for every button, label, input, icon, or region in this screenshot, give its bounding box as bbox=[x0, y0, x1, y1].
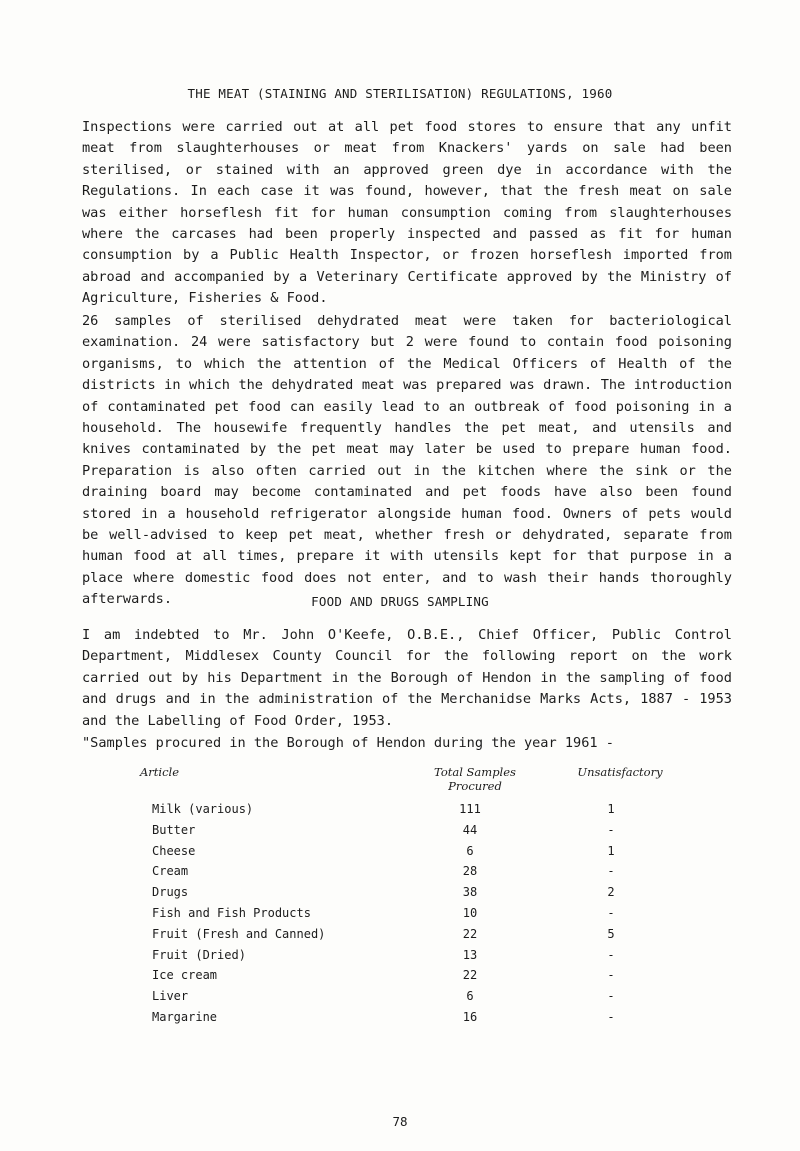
table-row bbox=[0, 885, 800, 905]
paragraph-meat-inspection: Inspections were carried out at all pet food stores to ensure that any unfit meat from slaughterhouses or meat from Knackers' yards on sale had been sterilised, or stained with an approved green dye in accordance with the Regulations. In each case it was found, however, that the fresh meat on sale was either horseflesh fit for human consumption coming from slaughterhouses where the carcases had been properly inspected and passed as fit for human consumption by a Public Health Inspector, or frozen horseflesh imported from abroad and accompanied by a Veterinary Certificate approved by the Ministry of Agriculture, Fisheries & Food. bbox=[82, 119, 732, 307]
cell-article: Fruit (Fresh and Canned) bbox=[152, 926, 326, 941]
cell-unsatisfactory: - bbox=[607, 947, 615, 962]
table-row bbox=[0, 1010, 800, 1030]
cell-total-samples: 44 bbox=[462, 822, 478, 837]
cell-unsatisfactory: - bbox=[607, 822, 615, 837]
cell-total-samples: 16 bbox=[462, 1010, 478, 1024]
table-row bbox=[0, 968, 800, 988]
cell-unsatisfactory: - bbox=[607, 906, 615, 920]
cell-total-samples: 6 bbox=[466, 843, 474, 858]
cell-total-samples: 22 bbox=[462, 968, 478, 983]
cell-article: Fruit (Dried) bbox=[152, 947, 246, 962]
cell-article: Ice cream bbox=[152, 968, 218, 983]
cell-total-samples: 13 bbox=[462, 947, 478, 962]
cell-unsatisfactory: - bbox=[607, 1010, 615, 1024]
paragraph-acknowledgement: I am indebted to Mr. John O'Keefe, O.B.E., Chief Officer, Public Control Department, Middlesex County Council for the following report on the work carried out by his Department in the Borough of Hendon in the sampling of food and drugs and in the administration of the Merchanidse Marks Acts, 1887 - 1953 and the Labelling of Food Order, 1953. bbox=[82, 627, 732, 729]
cell-total-samples: 10 bbox=[462, 906, 478, 920]
cell-total-samples: 22 bbox=[462, 926, 478, 941]
cell-unsatisfactory: 5 bbox=[607, 926, 615, 941]
cell-article: Cream bbox=[152, 864, 189, 879]
table-row bbox=[0, 989, 800, 1009]
table-row bbox=[0, 948, 800, 968]
column-header-article: Article bbox=[140, 765, 180, 779]
table-row bbox=[0, 844, 800, 864]
cell-unsatisfactory: - bbox=[607, 968, 615, 983]
cell-total-samples: 38 bbox=[462, 885, 478, 900]
cell-total-samples: 6 bbox=[466, 989, 474, 1004]
column-header-total-line1: Total Samples bbox=[434, 765, 516, 779]
table-row bbox=[0, 906, 800, 926]
paragraph-dehydrated-meat: 26 samples of sterilised dehydrated meat were taken for bacteriological examination. 24 were satisfactory but 2 were found to contain food poisoning organisms, to which the attention of the Medical Officers of Health of the districts in which the dehydrated meat was prepared was drawn. The introduction of contaminated pet food can easily lead to an outbreak of food poisoning in a household. The housewife frequently handles the pet meat, and utensils and knives contaminated by the pet meat may later be used to prepare human food. Preparation is also often carried out in the kitchen where the sink or the draining board may become contaminated and pet foods have also been found stored in a household refrigerator alongside human food. Owners of pets would be well-advised to keep pet meat, whether fresh or dehydrated, separate from human food at all times, prepare it with utensils kept for that purpose in a place where domestic food does not enter, and to wash their hands thoroughly afterwards. bbox=[82, 313, 732, 608]
cell-unsatisfactory: - bbox=[607, 864, 615, 879]
table-row bbox=[0, 802, 800, 822]
table-row bbox=[0, 927, 800, 947]
table-row bbox=[0, 823, 800, 843]
cell-unsatisfactory: - bbox=[607, 989, 615, 1004]
cell-total-samples: 28 bbox=[462, 864, 478, 879]
cell-unsatisfactory: 1 bbox=[607, 843, 615, 858]
cell-unsatisfactory: 1 bbox=[607, 802, 615, 816]
column-header-unsatisfactory: Unsatisfactory bbox=[577, 765, 663, 779]
cell-article: Milk (various) bbox=[152, 802, 254, 816]
cell-article: Margarine bbox=[152, 1010, 218, 1024]
page-number: 78 bbox=[392, 1114, 408, 1129]
cell-article: Butter bbox=[152, 822, 196, 837]
column-header-total-line2: Procured bbox=[448, 779, 502, 793]
cell-article: Fish and Fish Products bbox=[152, 906, 311, 920]
cell-article: Cheese bbox=[152, 843, 196, 858]
cell-total-samples: 111 bbox=[459, 802, 481, 816]
cell-article: Liver bbox=[152, 989, 189, 1004]
cell-article: Drugs bbox=[152, 885, 189, 900]
section-heading: FOOD AND DRUGS SAMPLING bbox=[311, 594, 489, 609]
cell-unsatisfactory: 2 bbox=[607, 885, 615, 900]
page-title: THE MEAT (STAINING AND STERILISATION) REGULATIONS, 1960 bbox=[187, 86, 613, 101]
quote-intro: "Samples procured in the Borough of Hendon during the year 1961 - bbox=[82, 735, 614, 751]
table-row bbox=[0, 864, 800, 884]
